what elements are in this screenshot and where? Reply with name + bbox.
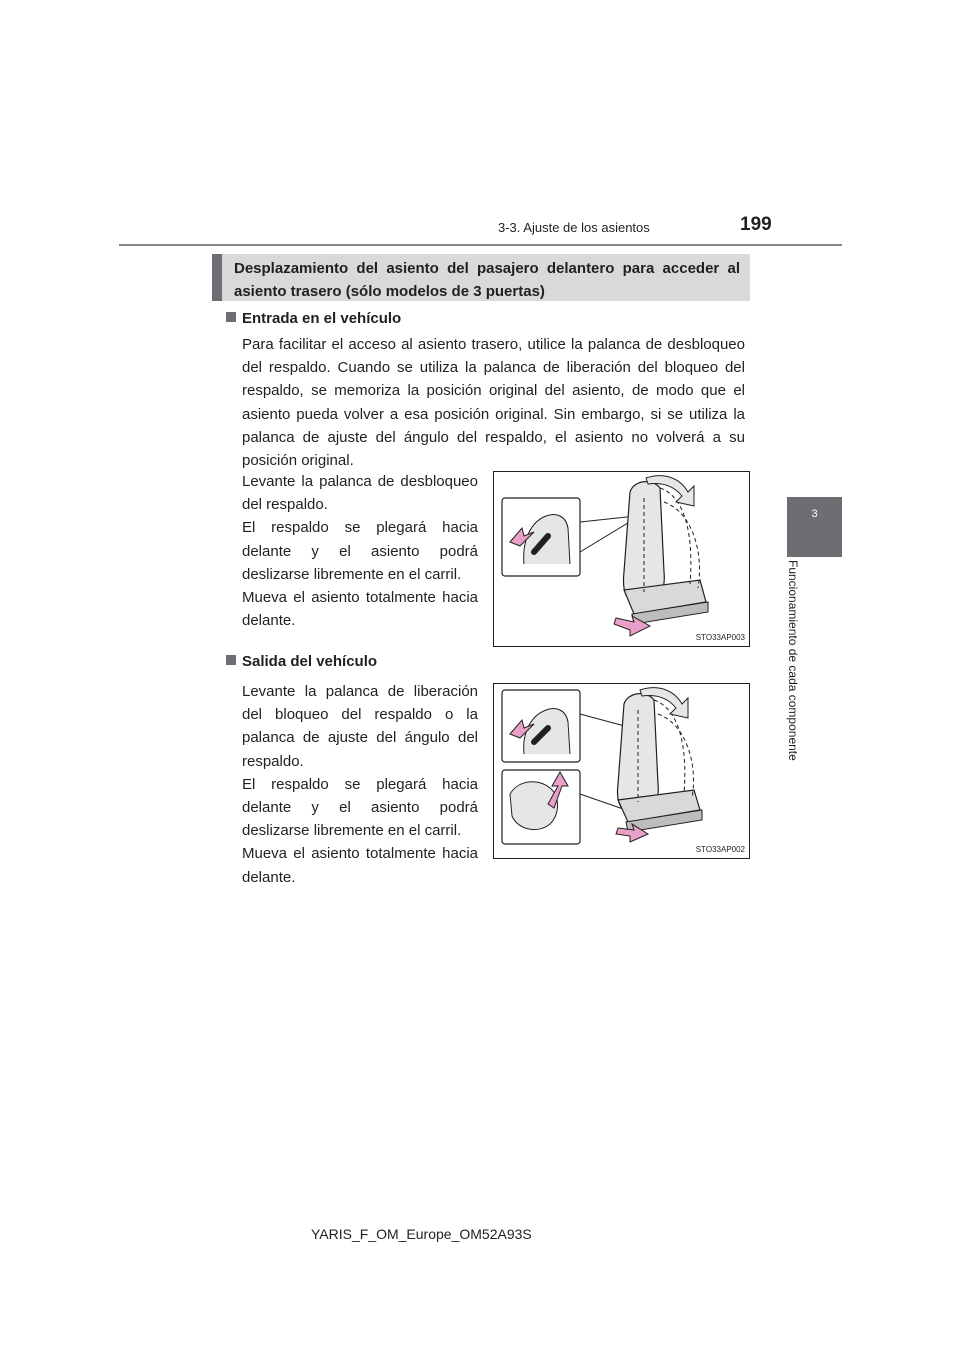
chapter-tab [787, 497, 842, 557]
seat-figure-entry [493, 471, 750, 647]
seat-figure-exit [493, 683, 750, 859]
entry-step-2: El respaldo se plegará hacia delante y el asiento podrá deslizarse libremente en el carril. [242, 519, 478, 583]
figure-code: STO33AP003 [695, 633, 745, 642]
chapter-label: Funcionamiento de cada componente [786, 560, 800, 761]
section-title: Desplazamiento del asiento del pasajero delantero para acceder al asiento trasero (sólo modelos de 3 puertas) [212, 254, 750, 301]
bullet-square-icon [226, 655, 236, 665]
exit-heading [226, 653, 377, 670]
exit-heading-text: Salida del vehículo [242, 653, 378, 670]
entry-step-1: Levante la palanca de desbloqueo del respaldo. [242, 473, 478, 514]
chapter-number: 3 [811, 508, 818, 520]
entry-heading [226, 310, 401, 327]
header-divider [119, 244, 842, 246]
seat-illustration [494, 684, 749, 858]
entry-heading-text: Entrada en el vehículo [242, 310, 402, 327]
exit-step-1: Levante la palanca de liberación del bloqueo del respaldo o la palanca de ajuste del ángulo del respaldo. [242, 683, 478, 770]
entry-steps [242, 470, 478, 632]
entry-step-3: Mueva el asiento totalmente hacia delante. [242, 589, 478, 630]
exit-step-2: El respaldo se plegará hacia delante y el asiento podrá deslizarse libremente en el carril. [242, 775, 478, 840]
page-number: 199 [740, 214, 772, 235]
section-header: 3-3. Ajuste de los asientos [498, 220, 650, 235]
seat-illustration [494, 472, 749, 646]
entry-intro: Para facilitar el acceso al asiento trasero, utilice la palanca de desbloqueo del respaldo. Cuando se utiliza la palanca de liberación del bloqueo del respaldo, se memoriza la posición original del asiento, de modo que el asiento pueda volver a esa posición original. Sin embargo, si se utiliza la palanca de ajuste del ángulo del respaldo, el asiento no volverá a su posición original. [242, 336, 745, 470]
exit-steps [242, 680, 478, 889]
exit-step-3: Mueva el asiento totalmente hacia delante. [242, 845, 478, 886]
document-footer: YARIS_F_OM_Europe_OM52A93S [311, 1226, 532, 1242]
bullet-square-icon [226, 312, 236, 322]
figure-code: STO33AP002 [695, 845, 745, 854]
